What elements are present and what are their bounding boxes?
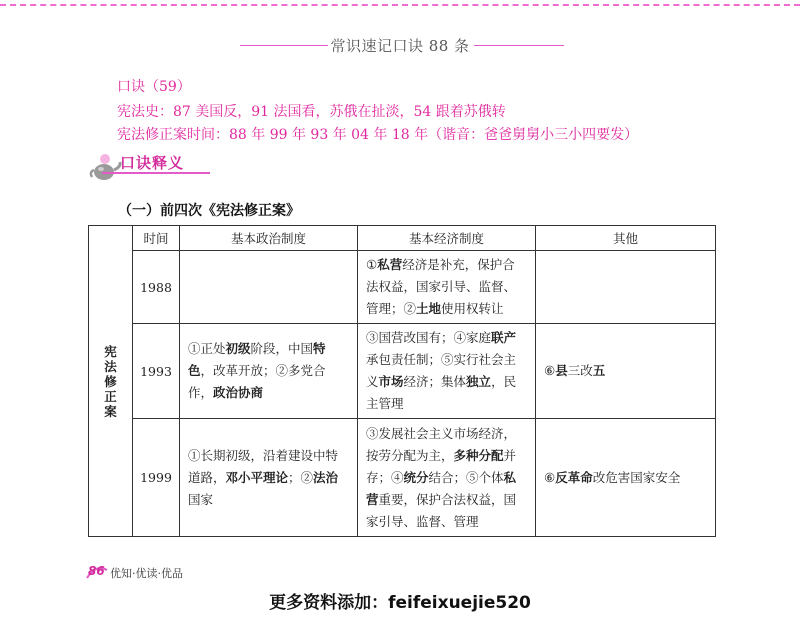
political-cell: [180, 419, 358, 537]
emphasis-text: 特色: [188, 341, 326, 378]
header-economic: 基本经济制度: [358, 226, 536, 251]
header-year: 时间: [133, 226, 180, 251]
economic-cell: [358, 324, 536, 419]
cell-text: 改危害国家安全: [592, 469, 681, 485]
year-cell: 1988: [133, 251, 180, 324]
cell-text: 使用权转让: [441, 301, 504, 316]
mnemonic-line-2: 宪法史：87 美国反，91 法国看，苏俄在扯淡，54 跟着苏俄转: [117, 104, 506, 120]
cell-text: ，民主管理: [366, 374, 517, 411]
header-political: 基本政治制度: [180, 226, 358, 251]
table-row: [89, 251, 716, 324]
political-cell: [180, 324, 358, 419]
emphasis-text: 法治: [313, 469, 339, 485]
table-subtitle: （一）前四次《宪法修正案》: [118, 203, 300, 219]
economic-cell: [358, 419, 536, 537]
section-header: [88, 150, 218, 190]
emphasis-text: 联产: [491, 330, 517, 345]
cell-text: 结合；⑤个体: [428, 469, 504, 485]
promo-text: 更多资料添加：feifeixuejie520: [269, 593, 531, 613]
cell-text: ③发展社会主义市场经济，按劳分配为主，: [366, 425, 517, 463]
cell-text: 重要，保护合法权益，国家引导、监督、管理: [366, 491, 517, 529]
emphasis-text: 市场: [378, 374, 404, 389]
cell-text: 经济是补充，保护合法权益，国家引导、监督、管理；②: [366, 257, 517, 316]
cell-text: 阶段，中国: [250, 341, 314, 356]
cell-text: ①长期初级，沿着建设中特道路，: [188, 447, 339, 485]
cell-text: 并存；④: [366, 447, 517, 485]
emphasis-text: 邓小平理论: [225, 469, 289, 485]
cell-text: 承包责任制；⑤实行社会主义: [366, 352, 517, 389]
economic-cell: [358, 251, 536, 324]
emphasis-text: 土地: [416, 301, 442, 316]
mnemonic-line-1: 口诀（59）: [117, 79, 191, 95]
section-title: 口诀释义: [120, 154, 185, 172]
political-cell: [180, 251, 358, 324]
cell-text: ①正处: [188, 341, 226, 356]
page-footer: [88, 562, 218, 584]
teapot-icon: [88, 150, 122, 184]
cell-text: ③国营改国有；④家庭: [366, 330, 492, 345]
cell-text: ⑥: [544, 363, 556, 378]
cell-text: ，改革开放；②多党合作，: [188, 363, 326, 400]
emphasis-text: 县: [555, 363, 568, 378]
other-cell: [536, 251, 716, 324]
cell-text: 三改: [567, 363, 593, 378]
emphasis-text: 多种分配: [453, 447, 504, 463]
table-row: [89, 419, 716, 537]
cell-text: 经济；集体: [403, 374, 467, 389]
emphasis-text: 统分: [403, 469, 429, 485]
emphasis-text: 政治协商: [213, 385, 264, 400]
header-other: 其他: [536, 226, 716, 251]
cell-text: ⑥: [544, 469, 556, 485]
cell-text: ①: [366, 257, 378, 272]
page-number: 86: [88, 564, 105, 578]
footer-slogan: 优知·优读·优品: [110, 567, 183, 580]
emphasis-text: 私营: [377, 257, 403, 272]
table-row: [89, 324, 716, 419]
amendment-table: [88, 225, 716, 537]
year-cell: 1999: [133, 419, 180, 537]
top-dashed-border: [0, 4, 800, 6]
page-header-title: 常识速记口诀 88 条: [330, 37, 470, 55]
mnemonic-line-3: 宪法修正案时间：88 年 99 年 93 年 04 年 18 年（谐音：爸爸舅舅小三小四要发）: [117, 127, 639, 143]
emphasis-text: 初级: [225, 341, 251, 356]
emphasis-text: 反革命: [555, 469, 593, 485]
emphasis-text: 私营: [366, 469, 517, 507]
row-group-label: 宪 法 修 正 案: [89, 226, 133, 537]
emphasis-text: 五: [592, 363, 606, 378]
cell-text: ；②: [288, 469, 314, 485]
table-header-row: [89, 226, 716, 251]
emphasis-text: 独立: [466, 374, 492, 389]
other-cell: [536, 419, 716, 537]
cell-text: 国家: [188, 491, 214, 507]
other-cell: [536, 324, 716, 419]
year-cell: 1993: [133, 324, 180, 419]
